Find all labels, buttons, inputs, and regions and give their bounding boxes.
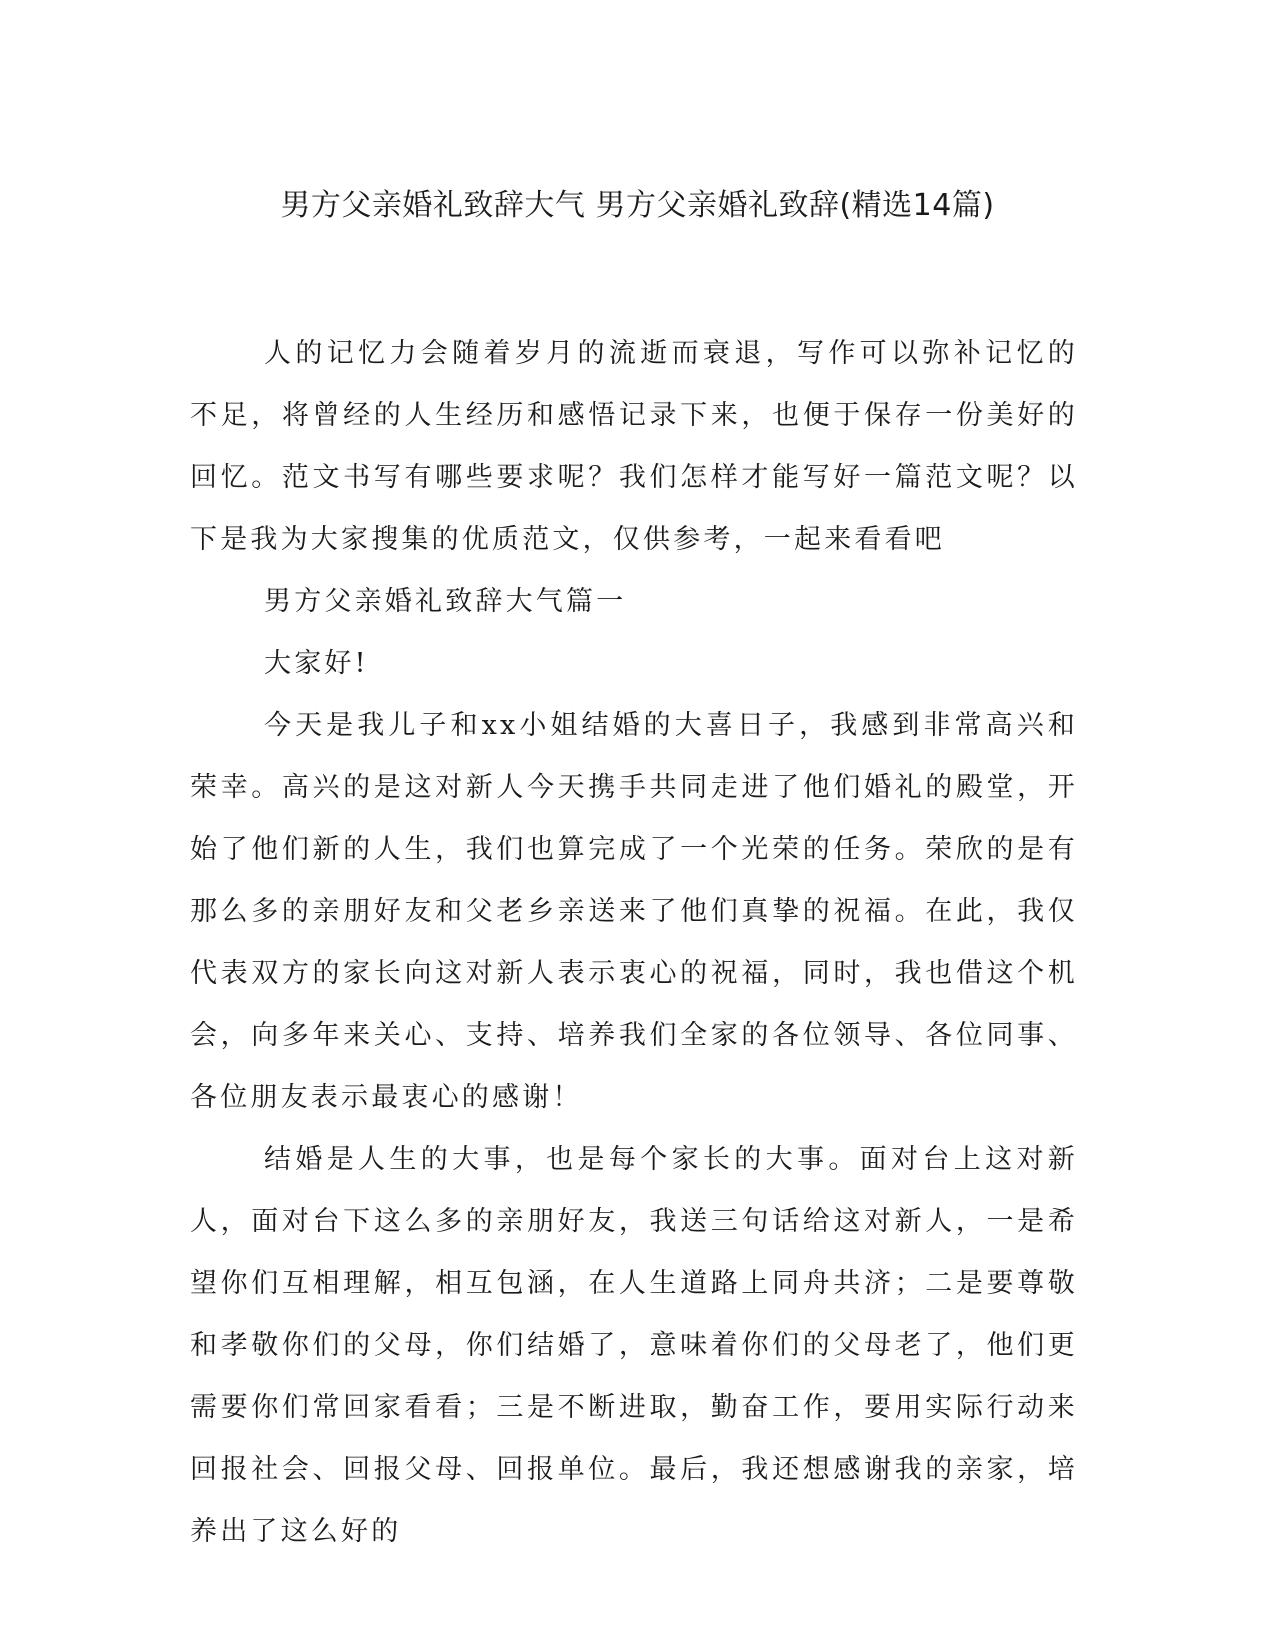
speech-paragraph: 今天是我儿子和xx小姐结婚的大喜日子，我感到非常高兴和荣幸。高兴的是这对新人今天携手共同走进了他们婚礼的殿堂，开始了他们新的人生，我们也算完成了一个光荣的任务。荣欣的是有那么多的亲朋好友和父老乡亲送来了他们真挚的祝福。在此，我仅代表双方的家长向这对新人表示衷心的祝福，同时，我也借这个机会，向多年来关心、支持、培养我们全家的各位领导、各位同事、各位朋友表示最衷心的感谢！ [190, 710, 1078, 1113]
section-heading: 男方父亲婚礼致辞大气篇一 [264, 586, 627, 617]
greeting-paragraph: 大家好! [264, 648, 369, 679]
document-body [190, 323, 1078, 1563]
intro-paragraph: 人的记忆力会随着岁月的流逝而衰退，写作可以弥补记忆的不足，将曾经的人生经历和感悟记录下来，也便于保存一份美好的回忆。范文书写有哪些要求呢？我们怎样才能写好一篇范文呢？以下是我为大家搜集的优质范文，仅供参考，一起来看看吧 [190, 338, 1078, 555]
document-title: 男方父亲婚礼致辞大气 男方父亲婚礼致辞(精选14篇) [280, 188, 995, 223]
speech-paragraph: 结婚是人生的大事，也是每个家长的大事。面对台上这对新人，面对台下这么多的亲朋好友，我送三句话给这对新人，一是希望你们互相理解，相互包涵，在人生道路上同舟共济；二是要尊敬和孝敬你们的父母，你们结婚了，意味着你们的父母老了，他们更需要你们常回家看看；三是不断进取，勤奋工作，要用实际行动来回报社会、回报父母、回报单位。最后，我还想感谢我的亲家，培养出了这么好的 [190, 1144, 1078, 1547]
